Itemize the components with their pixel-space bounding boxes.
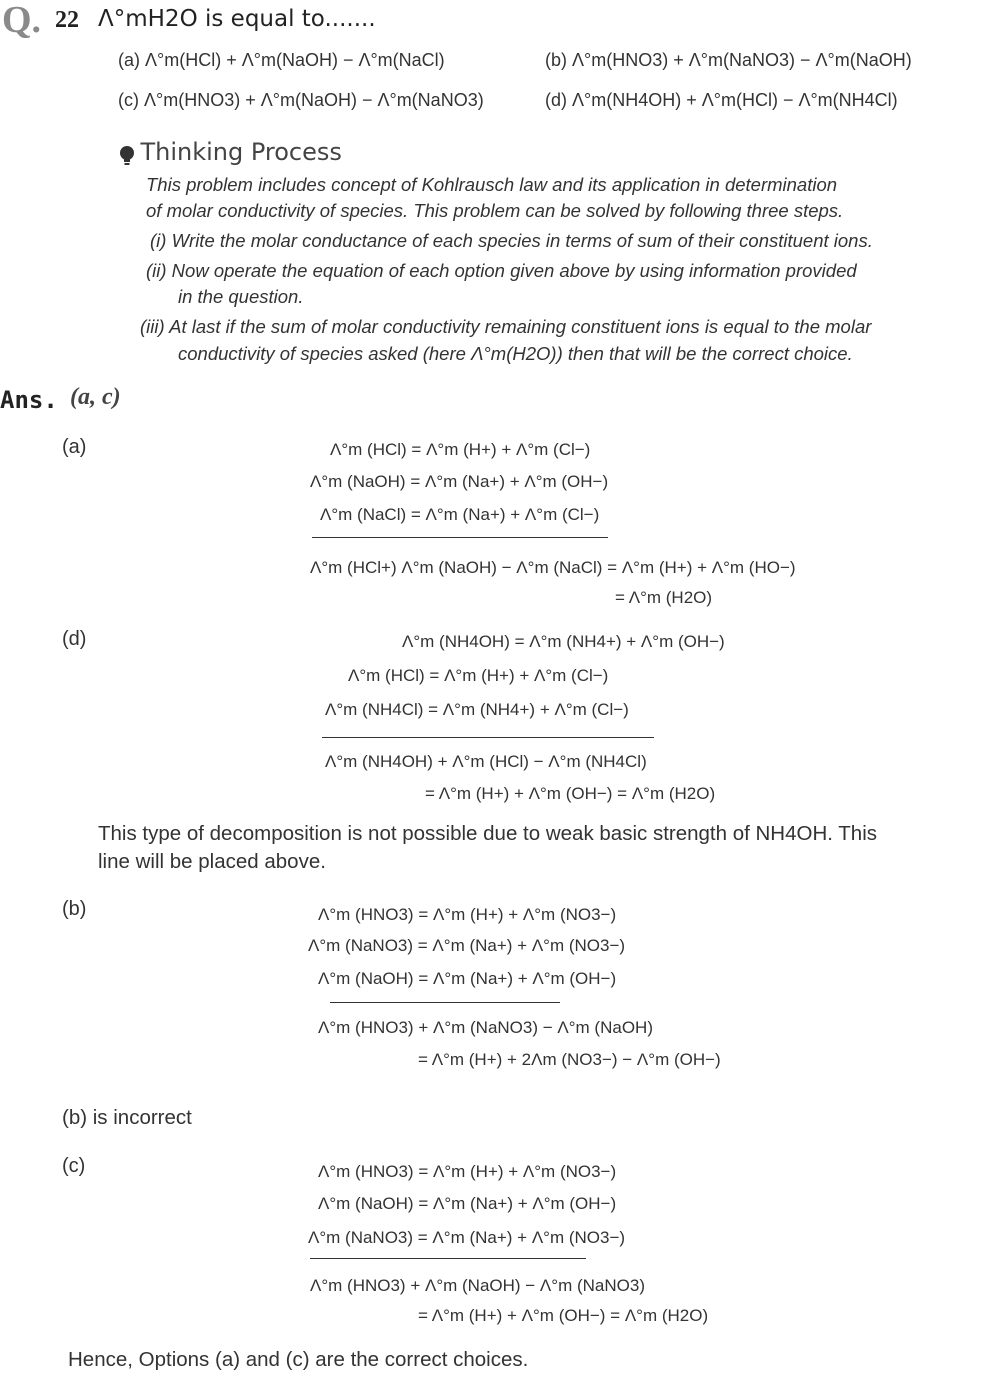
section-c-rule bbox=[310, 1258, 586, 1259]
thinking-line-1: This problem includes concept of Kohlrausch law and its application in determination bbox=[146, 174, 838, 195]
section-a-line-5: = Λ°m (H2O) bbox=[615, 588, 713, 607]
option-a: (a) Λ°m(HCl) + Λ°m(NaOH) − Λ°m(NaCl) bbox=[118, 50, 445, 70]
section-b-line-3: Λ°m (NaOH) = Λ°m (Na+) + Λ°m (OH−) bbox=[318, 969, 617, 988]
section-c-line-1: Λ°m (HNO3) = Λ°m (H+) + Λ°m (NO3−) bbox=[318, 1162, 617, 1181]
answer-label: Ans. bbox=[0, 386, 58, 414]
section-b-line-4: Λ°m (HNO3) + Λ°m (NaNO3) − Λ°m (NaOH) bbox=[318, 1018, 653, 1037]
question-number: 22 bbox=[55, 7, 79, 33]
question-title: Λ°mH2O is equal to....... bbox=[98, 6, 376, 32]
section-d-note-2: line will be placed above. bbox=[98, 850, 326, 873]
section-d-rule bbox=[322, 737, 654, 738]
section-a-line-2: Λ°m (NaOH) = Λ°m (Na+) + Λ°m (OH−) bbox=[310, 472, 609, 491]
section-b-line-1: Λ°m (HNO3) = Λ°m (H+) + Λ°m (NO3−) bbox=[318, 905, 617, 924]
lightbulb-icon bbox=[118, 144, 136, 168]
section-d-line-4: Λ°m (NH4OH) + Λ°m (HCl) − Λ°m (NH4Cl) bbox=[325, 752, 647, 771]
section-a-line-3: Λ°m (NaCl) = Λ°m (Na+) + Λ°m (Cl−) bbox=[320, 505, 600, 524]
section-a-line-1: Λ°m (HCl) = Λ°m (H+) + Λ°m (Cl−) bbox=[330, 440, 591, 459]
section-b-line-2: Λ°m (NaNO3) = Λ°m (Na+) + Λ°m (NO3−) bbox=[308, 936, 626, 955]
section-c-line-4: Λ°m (HNO3) + Λ°m (NaOH) − Λ°m (NaNO3) bbox=[310, 1276, 645, 1295]
section-a-label: (a) bbox=[62, 436, 87, 458]
section-d-label: (d) bbox=[62, 628, 87, 650]
thinking-heading: Thinking Process bbox=[118, 138, 342, 168]
section-d-note-1: This type of decomposition is not possible due to weak basic strength of NH4OH. This bbox=[98, 822, 878, 845]
section-a-line-4: Λ°m (HCl+) Λ°m (NaOH) − Λ°m (NaCl) = Λ°m (H+) + Λ°m (HO−) bbox=[310, 558, 796, 577]
option-c: (c) Λ°m(HNO3) + Λ°m(NaOH) − Λ°m(NaNO3) bbox=[118, 90, 484, 110]
section-b-note: (b) is incorrect bbox=[62, 1106, 192, 1129]
conclusion: Hence, Options (a) and (c) are the correct choices. bbox=[68, 1348, 529, 1371]
option-d: (d) Λ°m(NH4OH) + Λ°m(HCl) − Λ°m(NH4Cl) bbox=[545, 90, 898, 110]
section-b-rule bbox=[330, 1002, 560, 1003]
section-b-line-5: = Λ°m (H+) + 2Λm (NO3−) − Λ°m (OH−) bbox=[418, 1050, 721, 1069]
section-c-line-2: Λ°m (NaOH) = Λ°m (Na+) + Λ°m (OH−) bbox=[318, 1194, 617, 1213]
section-a-rule bbox=[312, 537, 608, 538]
question-mark: Q. bbox=[2, 0, 42, 41]
section-b-label: (b) bbox=[62, 898, 87, 920]
section-d-line-2: Λ°m (HCl) = Λ°m (H+) + Λ°m (Cl−) bbox=[348, 666, 609, 685]
option-b: (b) Λ°m(HNO3) + Λ°m(NaNO3) − Λ°m(NaOH) bbox=[545, 50, 912, 70]
thinking-line-3: (i) Write the molar conductance of each species in terms of sum of their constituent ions. bbox=[150, 230, 873, 251]
section-c-line-3: Λ°m (NaNO3) = Λ°m (Na+) + Λ°m (NO3−) bbox=[308, 1228, 626, 1247]
section-d-line-1: Λ°m (NH4OH) = Λ°m (NH4+) + Λ°m (OH−) bbox=[402, 632, 725, 651]
section-d-line-3: Λ°m (NH4Cl) = Λ°m (NH4+) + Λ°m (Cl−) bbox=[325, 700, 629, 719]
thinking-line-7: conductivity of species asked (here Λ°m(H2O)) then that will be the correct choice. bbox=[178, 343, 853, 364]
section-c-label: (c) bbox=[62, 1155, 86, 1177]
answer-options: (a, c) bbox=[70, 384, 121, 410]
section-c-line-5: = Λ°m (H+) + Λ°m (OH−) = Λ°m (H2O) bbox=[418, 1306, 709, 1325]
thinking-line-4: (ii) Now operate the equation of each option given above by using information provided bbox=[146, 260, 857, 281]
section-d-line-5: = Λ°m (H+) + Λ°m (OH−) = Λ°m (H2O) bbox=[425, 784, 716, 803]
thinking-line-2: of molar conductivity of species. This problem can be solved by following three steps. bbox=[146, 200, 844, 221]
thinking-line-5: in the question. bbox=[178, 286, 304, 307]
thinking-line-6: (iii) At last if the sum of molar conductivity remaining constituent ions is equal to the molar bbox=[140, 316, 872, 337]
